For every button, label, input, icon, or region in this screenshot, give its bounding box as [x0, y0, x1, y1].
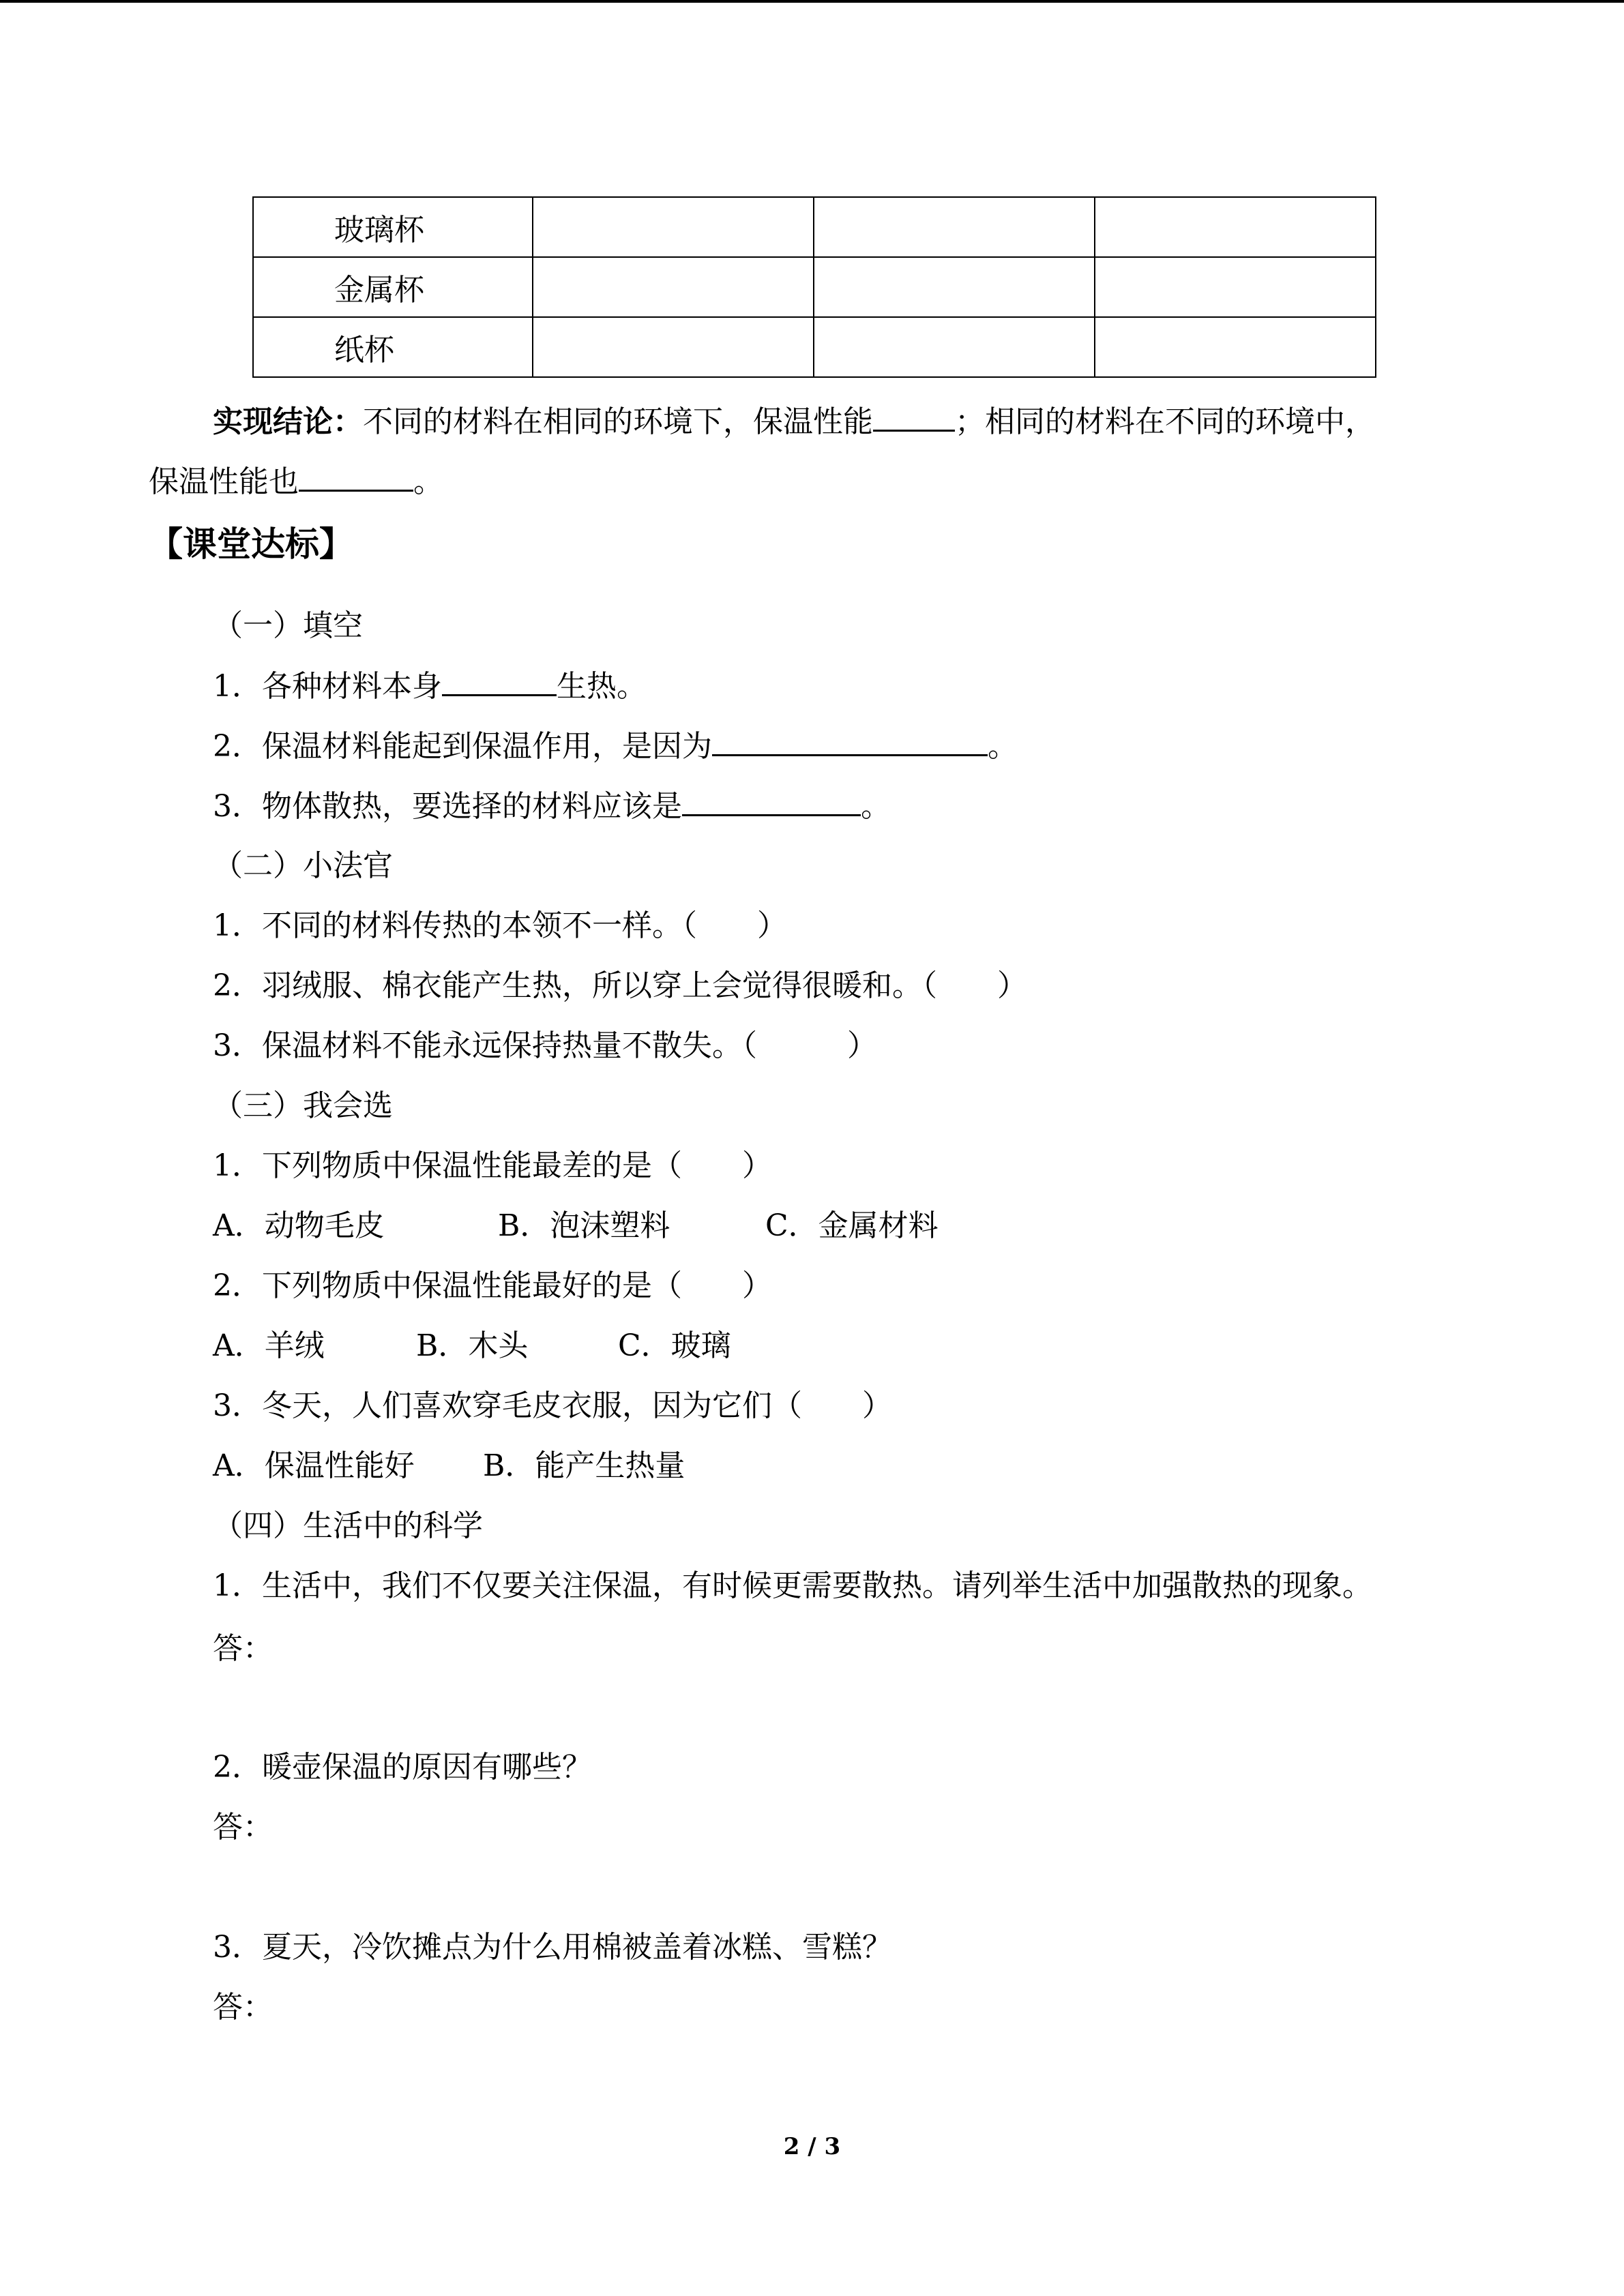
- choice-option: B．木头: [416, 1328, 529, 1363]
- question-text: 生热。: [557, 669, 647, 704]
- conclusion-line-1: [213, 401, 1375, 443]
- life-question-2: 2．暖壶保温的原因有哪些？: [213, 1750, 592, 1785]
- choose-heading: （三）我会选: [213, 1088, 393, 1123]
- table-row: [253, 317, 1376, 377]
- answer-blank[interactable]: [299, 461, 413, 492]
- table-cell-label: 金属杯: [253, 257, 533, 317]
- fill-heading: （一）填空: [213, 608, 363, 643]
- choice-option: B．能产生热量: [483, 1448, 685, 1483]
- answer-blank[interactable]: [682, 786, 861, 816]
- answer-blank[interactable]: [873, 401, 955, 432]
- page-number: 2 / 3: [783, 2133, 841, 2160]
- choice-option: B．泡沫塑料: [498, 1208, 670, 1243]
- conclusion-line-2: [149, 461, 443, 503]
- conclusion-text-4: 。: [413, 464, 443, 499]
- question-text: 2．保温材料能起到保温作用，是因为: [213, 729, 712, 764]
- table-cell: [1095, 197, 1376, 257]
- table-cell: [814, 197, 1095, 257]
- choice-option: A．羊绒: [213, 1328, 325, 1363]
- fill-question-3: [213, 786, 891, 827]
- table-cell-label: 玻璃杯: [253, 197, 533, 257]
- life-question-1: 1．生活中，我们不仅要关注保温，有时候更需要散热。请列举生活中加强散热的现象。: [213, 1568, 1372, 1603]
- choice-option: A．保温性能好: [213, 1448, 415, 1483]
- table-cell-label: 纸杯: [253, 317, 533, 377]
- conclusion-text-1: 不同的材料在相同的环境下，保温性能: [363, 404, 873, 439]
- answer-label: 答：: [213, 1810, 273, 1845]
- choose-question-3: 3．冬天，人们喜欢穿毛皮衣服，因为它们（ ）: [213, 1388, 892, 1423]
- question-text: 1．各种材料本身: [213, 669, 442, 704]
- judge-heading: （二）小法官: [213, 848, 393, 883]
- choice-option: A．动物毛皮: [213, 1208, 385, 1243]
- table-cell: [1095, 257, 1376, 317]
- answer-blank[interactable]: [442, 666, 557, 696]
- judge-question-1: 1．不同的材料传热的本领不一样。（ ）: [213, 908, 787, 943]
- answer-blank[interactable]: [712, 726, 988, 756]
- table-cell: [533, 257, 814, 317]
- table-row: [253, 257, 1376, 317]
- conclusion-label: 实现结论：: [213, 404, 363, 439]
- table-cell: [533, 197, 814, 257]
- conclusion-text-2: ；相同的材料在不同的环境中，: [955, 404, 1375, 439]
- answer-label: 答：: [213, 1990, 273, 2025]
- answer-label: 答：: [213, 1631, 273, 1666]
- life-heading: （四）生活中的科学: [213, 1508, 483, 1543]
- choose-question-1: 1．下列物质中保温性能最差的是（ ）: [213, 1148, 772, 1183]
- question-text: 。: [988, 729, 1018, 764]
- conclusion-text-3: 保温性能也: [149, 464, 299, 499]
- question-text: 3．物体散热，要选择的材料应该是: [213, 789, 682, 824]
- table-cell: [1095, 317, 1376, 377]
- fill-question-2: [213, 726, 1018, 767]
- choice-option: C．玻璃: [618, 1328, 731, 1363]
- fill-question-1: [213, 666, 647, 707]
- materials-table: [252, 196, 1376, 378]
- life-question-3: 3．夏天，冷饮摊点为什么用棉被盖着冰糕、雪糕？: [213, 1930, 892, 1965]
- table-cell: [814, 317, 1095, 377]
- table-cell: [814, 257, 1095, 317]
- choose-question-2: 2．下列物质中保温性能最好的是（ ）: [213, 1268, 772, 1303]
- judge-question-3: 3．保温材料不能永远保持热量不散失。（ ）: [213, 1028, 877, 1063]
- choice-option: C．金属材料: [765, 1208, 939, 1243]
- question-text: 。: [861, 789, 891, 824]
- judge-question-2: 2．羽绒服、棉衣能产生热，所以穿上会觉得很暖和。（ ）: [213, 968, 1027, 1003]
- table-cell: [533, 317, 814, 377]
- table-row: [253, 197, 1376, 257]
- section-title: 【课堂达标】: [149, 524, 353, 564]
